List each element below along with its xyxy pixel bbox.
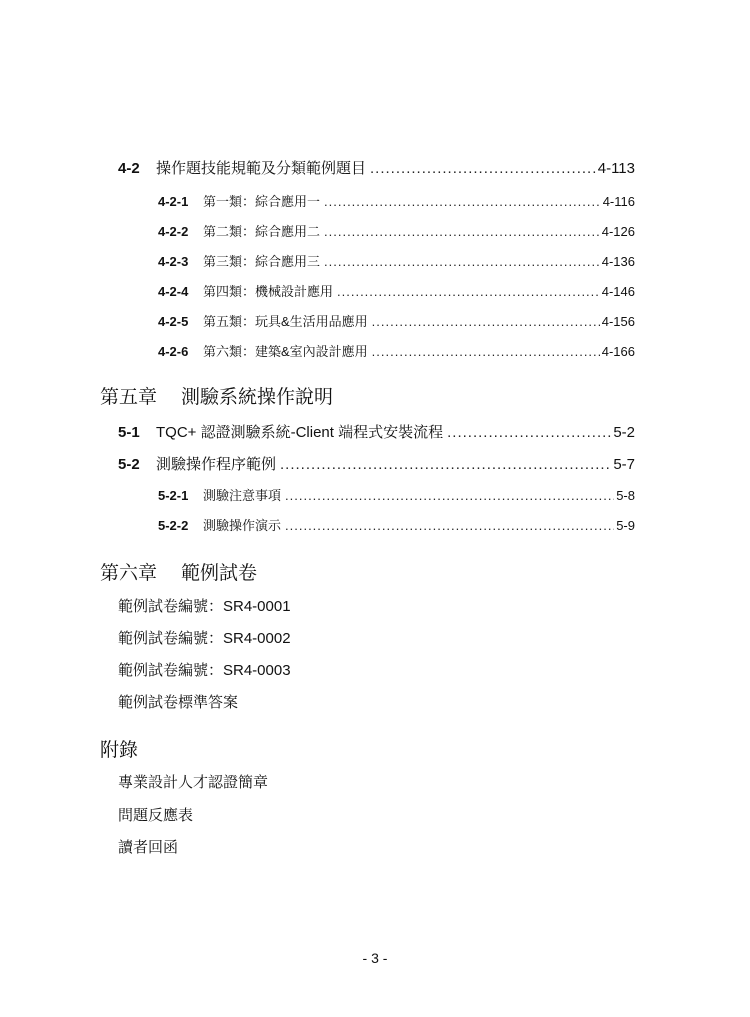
- subsection-title: 第四類：機械設計應用: [203, 284, 334, 299]
- chapter-title: 範例試卷: [181, 563, 258, 584]
- page-number: 5-9: [616, 518, 635, 533]
- appendix-heading[interactable]: [100, 735, 138, 762]
- page-number: 4-116: [602, 194, 635, 209]
- subsection-number: 4-2-5: [158, 314, 189, 329]
- subsection-number: 5-2-1: [158, 488, 189, 503]
- toc-entry-4-2-2[interactable]: [158, 221, 635, 240]
- subsection-title: 第二類：綜合應用二: [203, 224, 321, 239]
- dot-leader: [372, 344, 600, 359]
- dot-leader: [324, 194, 601, 209]
- subsection-number: 4-2-4: [158, 284, 189, 299]
- subsection-title: 第一類：綜合應用一: [203, 194, 321, 209]
- dot-leader: [324, 254, 600, 269]
- toc-entry-4-2-3[interactable]: [158, 251, 635, 270]
- chapter-label: 第六章: [100, 563, 158, 584]
- chapter-label: 第五章: [100, 387, 158, 408]
- page-number: 4-136: [601, 254, 635, 269]
- dot-leader: [324, 224, 600, 239]
- section-title: TQC+ 認證測驗系統-Client 端程式安裝流程: [156, 424, 444, 441]
- sample-exam-entry[interactable]: 範例試卷編號：SR4-0003: [118, 662, 291, 679]
- toc-entry-5-2-1[interactable]: [158, 485, 635, 504]
- page-footer-number: - 3 -: [362, 950, 388, 966]
- page-number: 5-2: [613, 424, 635, 441]
- section-title: 操作題技能規範及分類範例題目: [156, 160, 367, 177]
- subsection-title: 第六類：建築&室內設計應用: [203, 344, 368, 359]
- subsection-number: 4-2-3: [158, 254, 189, 269]
- sample-exam-answers-entry[interactable]: 範例試卷標準答案: [118, 694, 239, 711]
- toc-entry-4-2-5[interactable]: [158, 311, 635, 330]
- toc-entry-5-1[interactable]: [118, 421, 635, 442]
- chapter-6-heading[interactable]: [100, 558, 257, 585]
- page-number: 5-7: [613, 456, 635, 473]
- section-number: 5-2: [118, 456, 140, 473]
- dot-leader: [370, 160, 596, 177]
- toc-entry-4-2[interactable]: [118, 157, 635, 178]
- section-number: 5-1: [118, 424, 140, 441]
- toc-entry-5-2-2[interactable]: [158, 515, 635, 534]
- page-number: 4-126: [601, 224, 635, 239]
- page-number: 4-166: [601, 344, 635, 359]
- appendix-entry[interactable]: 問題反應表: [118, 807, 194, 824]
- page-number: 5-8: [616, 488, 635, 503]
- dot-leader: [447, 424, 611, 441]
- dot-leader: [280, 456, 611, 473]
- subsection-number: 4-2-6: [158, 344, 189, 359]
- subsection-number: 4-2-2: [158, 224, 189, 239]
- sample-exam-entry[interactable]: 範例試卷編號：SR4-0001: [118, 598, 291, 615]
- chapter-5-heading[interactable]: [100, 382, 333, 409]
- page-number: 4-146: [601, 284, 635, 299]
- subsection-title: 測驗注意事項: [203, 488, 282, 503]
- toc-entry-4-2-6[interactable]: [158, 341, 635, 360]
- toc-entry-4-2-1[interactable]: [158, 191, 635, 210]
- appendix-entry[interactable]: 專業設計人才認證簡章: [118, 774, 269, 791]
- dot-leader: [285, 488, 614, 503]
- page-number: 4-113: [597, 160, 635, 177]
- sample-exam-entry[interactable]: 範例試卷編號：SR4-0002: [118, 630, 291, 647]
- subsection-title: 第五類：玩具&生活用品應用: [203, 314, 368, 329]
- subsection-number: 5-2-2: [158, 518, 189, 533]
- subsection-title: 第三類：綜合應用三: [203, 254, 321, 269]
- chapter-title: 測驗系統操作說明: [181, 387, 334, 408]
- toc-entry-5-2[interactable]: [118, 453, 635, 474]
- subsection-title: 測驗操作演示: [203, 518, 282, 533]
- page-number: 4-156: [601, 314, 635, 329]
- section-title: 測驗操作程序範例: [156, 456, 277, 473]
- section-number: 4-2: [118, 160, 140, 177]
- dot-leader: [285, 518, 614, 533]
- toc-entry-4-2-4[interactable]: [158, 281, 635, 300]
- dot-leader: [337, 284, 600, 299]
- appendix-entry[interactable]: 讀者回函: [118, 839, 179, 856]
- subsection-number: 4-2-1: [158, 194, 189, 209]
- dot-leader: [372, 314, 600, 329]
- appendix-label: 附錄: [100, 740, 139, 761]
